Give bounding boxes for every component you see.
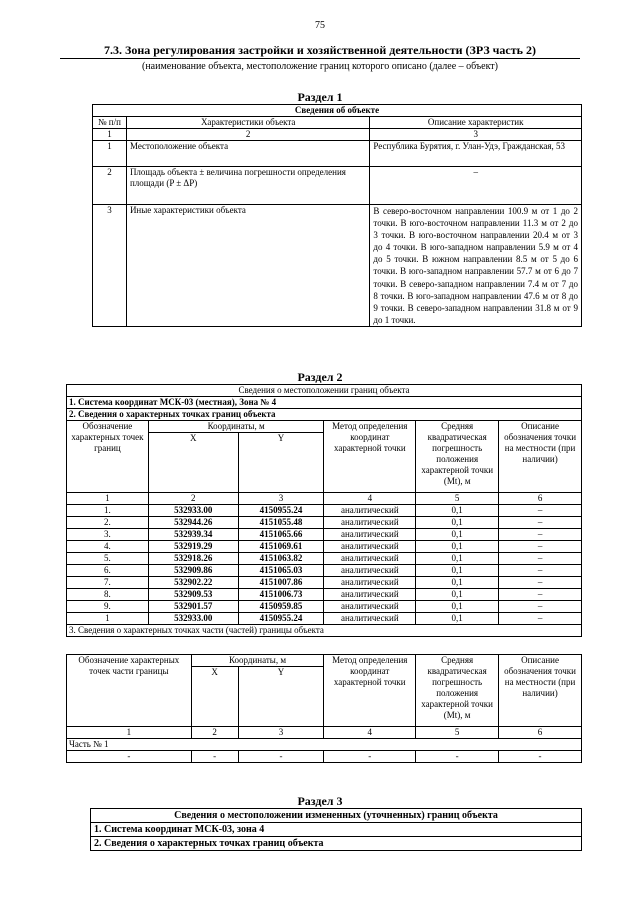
table-cell: 4151065.66 [238, 529, 324, 541]
header-x: X [148, 433, 238, 493]
row-number: 1 [93, 141, 127, 167]
table-cell: – [499, 553, 582, 565]
header-coordinates: Координаты, м [148, 421, 324, 433]
object-info-table [92, 104, 582, 327]
header-error: Средняя квадратическая погрешность положения характерной точки (Mt), м [416, 421, 499, 493]
header-method: Метод определения координат характерной точки [324, 655, 416, 727]
table-cell: 532919.29 [148, 541, 238, 553]
column-number: 2 [148, 493, 238, 505]
table-cell: 3. [67, 529, 149, 541]
coordinate-system: 1. Система координат МСК-03 (местная), Зона № 4 [67, 397, 582, 409]
table-cell: 532933.00 [148, 505, 238, 517]
table-row [67, 613, 582, 625]
table-cell: 7. [67, 577, 149, 589]
table-cell: 532918.26 [148, 553, 238, 565]
header-coordinates: Координаты, м [191, 655, 324, 667]
table-cell: 2. [67, 517, 149, 529]
table-cell: аналитический [324, 565, 416, 577]
section1-heading: Раздел 1 [297, 90, 343, 104]
table-cell: 0,1 [416, 589, 499, 601]
table-cell: 9. [67, 601, 149, 613]
table-cell: 8. [67, 589, 149, 601]
page-subtitle: (наименование объекта, местоположение границ которого описано (далее – объект) [60, 58, 580, 72]
table-cell: 4151065.03 [238, 565, 324, 577]
table-cell: аналитический [324, 589, 416, 601]
column-number: 3 [370, 129, 582, 141]
table-cell: аналитический [324, 517, 416, 529]
table-cell: 4151063.82 [238, 553, 324, 565]
table-cell: – [499, 601, 582, 613]
column-number: 6 [499, 727, 582, 739]
table-cell: - [238, 751, 324, 763]
part-label: Часть № 1 [67, 739, 582, 751]
table-cell: 4151006.73 [238, 589, 324, 601]
table-cell: аналитический [324, 577, 416, 589]
table-cell: 6. [67, 565, 149, 577]
table-cell: 0,1 [416, 517, 499, 529]
table-cell: – [499, 505, 582, 517]
table-cell: 0,1 [416, 553, 499, 565]
boundary-points-table [66, 384, 582, 637]
table-cell: 0,1 [416, 541, 499, 553]
table-cell: 0,1 [416, 565, 499, 577]
column-number: 1 [67, 493, 149, 505]
characteristic-value: В северо-восточном направлении 100.9 м от 1 до 2 точки. В юго-восточном направлении 11.3 м от 2 до 3 точки. В юго-восточном направлении 20.4 м от 3 до 4 точки. В юго-западном направлении 5.9 м от 4 до 5 точки. В южном направлении 8.5 м от 5 до 6 точки. В юго-западном направлении 57.7 м от 6 до 7 точки. В северо-западном направлении 7.4 м от 7 до 8 точки. В юго-западном направлении 47.6 м от 8 до 9 точки. В северо-западном направлении 31.8 м от 9 до 1 точки. [370, 205, 582, 327]
table-cell: 532939.34 [148, 529, 238, 541]
row-number: 2 [93, 167, 127, 205]
changed-boundaries-table [90, 808, 582, 851]
header-description: Описание обозначения точки на местности (при наличии) [499, 655, 582, 727]
table-row [67, 529, 582, 541]
table-cell: 0,1 [416, 613, 499, 625]
part-points-table [66, 654, 582, 763]
column-number: 1 [67, 727, 192, 739]
characteristic-value: – [370, 167, 582, 205]
header-error: Средняя квадратическая погрешность положения характерной точки (Mt), м [416, 655, 499, 727]
characteristic-name: Местоположение объекта [126, 141, 369, 167]
table-cell: 532909.86 [148, 565, 238, 577]
table-row [67, 589, 582, 601]
table-cell: аналитический [324, 553, 416, 565]
table-title: Сведения о местоположении измененных (уточненных) границ объекта [91, 809, 582, 823]
table-cell: 0,1 [416, 505, 499, 517]
column-number: 5 [416, 493, 499, 505]
column-header: Характеристики объекта [126, 117, 369, 129]
table-cell: 0,1 [416, 529, 499, 541]
table-cell: - [324, 751, 416, 763]
table-cell: – [499, 529, 582, 541]
column-number: 5 [416, 727, 499, 739]
header-designation: Обозначение характерных точек части границы [67, 655, 192, 727]
parts-title: 3. Сведения о характерных точках части (частей) границы объекта [67, 625, 582, 637]
column-number: 2 [126, 129, 369, 141]
characteristic-name: Площадь объекта ± величина погрешности определения площади (P ± ΔP) [126, 167, 369, 205]
table-cell: – [499, 577, 582, 589]
column-number: 1 [93, 129, 127, 141]
table-row [67, 553, 582, 565]
table-cell: аналитический [324, 601, 416, 613]
table-cell: – [499, 517, 582, 529]
section2-heading: Раздел 2 [297, 370, 343, 384]
column-header: № п/п [93, 117, 127, 129]
header-description: Описание обозначения точки на местности (при наличии) [499, 421, 582, 493]
table-cell: 532909.53 [148, 589, 238, 601]
table-cell: аналитический [324, 505, 416, 517]
table-cell: - [416, 751, 499, 763]
table-cell: 532901.57 [148, 601, 238, 613]
column-number: 2 [191, 727, 238, 739]
table-cell: 4151007.86 [238, 577, 324, 589]
table-cell: 532944.26 [148, 517, 238, 529]
page-number: 75 [315, 20, 325, 31]
table-row [67, 517, 582, 529]
table-cell: 0,1 [416, 601, 499, 613]
characteristic-name: Иные характеристики объекта [126, 205, 369, 327]
column-number: 6 [499, 493, 582, 505]
table-cell: аналитический [324, 541, 416, 553]
table-cell: 532902.22 [148, 577, 238, 589]
table-cell: 4150959.85 [238, 601, 324, 613]
table-cell: 0,1 [416, 577, 499, 589]
table-row [67, 565, 582, 577]
characteristic-value: Республика Бурятия, г. Улан-Удэ, Гражданская, 53 [370, 141, 582, 167]
table-cell: 4. [67, 541, 149, 553]
table-cell: – [499, 589, 582, 601]
points-title: 2. Сведения о характерных точках границ объекта [67, 409, 582, 421]
table-cell: 4151069.61 [238, 541, 324, 553]
table-cell: 1 [67, 613, 149, 625]
header-y: Y [238, 433, 324, 493]
header-y: Y [238, 667, 324, 727]
table-row [67, 601, 582, 613]
page-title: 7.3. Зона регулирования застройки и хозяйственной деятельности (ЗРЗ часть 2) [104, 43, 536, 57]
table-cell: аналитический [324, 529, 416, 541]
column-number: 4 [324, 727, 416, 739]
table-cell: - [191, 751, 238, 763]
points-title: 2. Сведения о характерных точках границ объекта [91, 837, 582, 851]
header-x: X [191, 667, 238, 727]
table-cell: - [67, 751, 192, 763]
table-cell: 5. [67, 553, 149, 565]
table-title: Сведения об объекте [93, 105, 582, 117]
table-cell: – [499, 565, 582, 577]
table-cell: 4151055.48 [238, 517, 324, 529]
column-number: 3 [238, 727, 324, 739]
table-cell: – [499, 541, 582, 553]
table-cell: - [499, 751, 582, 763]
table-row [67, 577, 582, 589]
table-cell: – [499, 613, 582, 625]
column-header: Описание характеристик [370, 117, 582, 129]
column-number: 3 [238, 493, 324, 505]
table-row [67, 505, 582, 517]
table-cell: 4150955.24 [238, 505, 324, 517]
row-number: 3 [93, 205, 127, 327]
header-method: Метод определения координат характерной точки [324, 421, 416, 493]
coordinate-system: 1. Система координат МСК-03, зона 4 [91, 823, 582, 837]
table-cell: 4150955.24 [238, 613, 324, 625]
table-cell: 532933.00 [148, 613, 238, 625]
header-designation: Обозначение характерных точек границ [67, 421, 149, 493]
section3-heading: Раздел 3 [297, 794, 343, 808]
table-title: Сведения о местоположении границ объекта [67, 385, 582, 397]
table-cell: аналитический [324, 613, 416, 625]
table-cell: 1. [67, 505, 149, 517]
column-number: 4 [324, 493, 416, 505]
table-row [67, 541, 582, 553]
